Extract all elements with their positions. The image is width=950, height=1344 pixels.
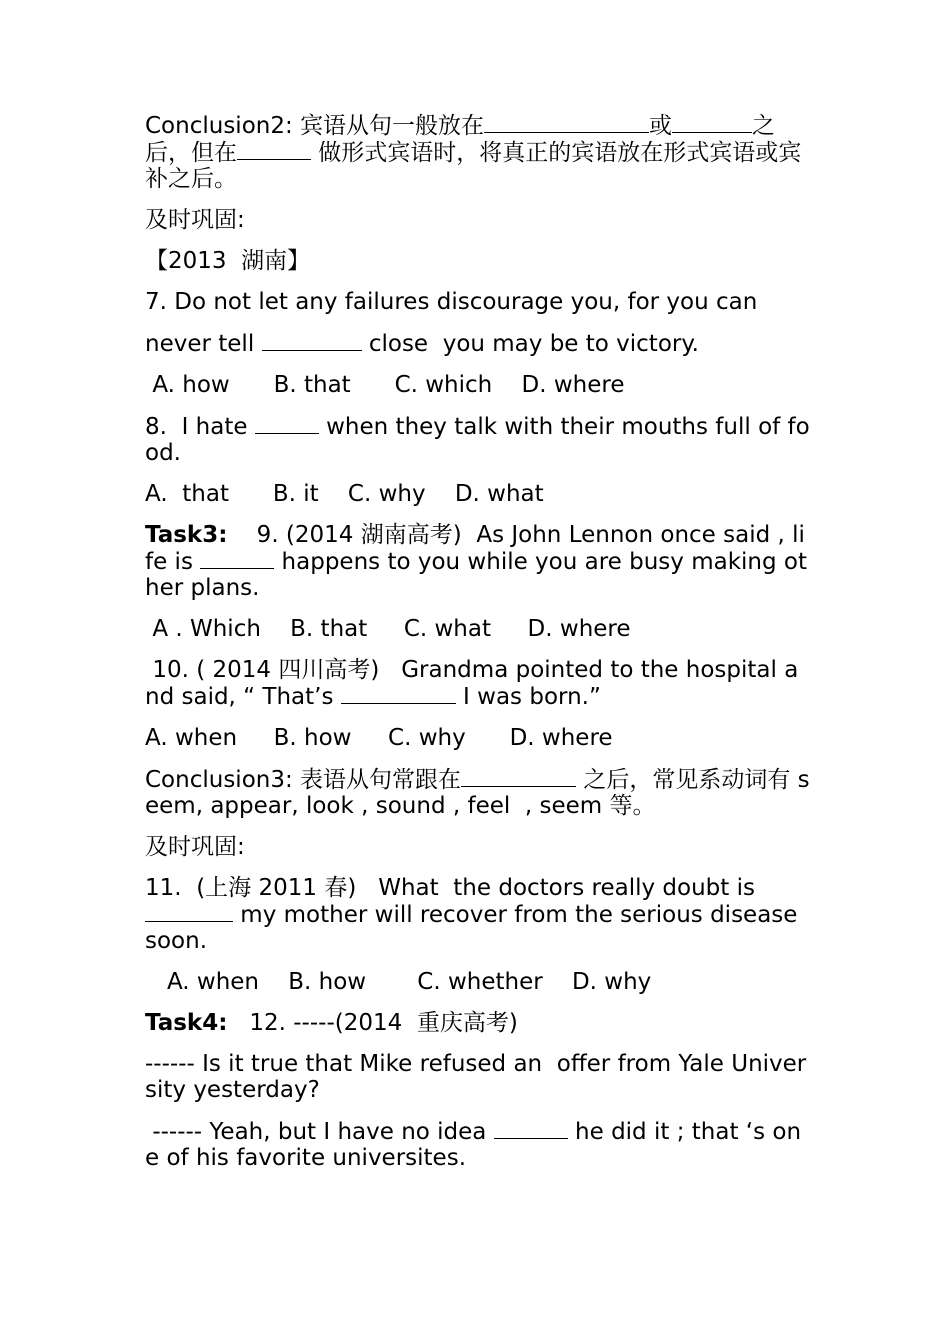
blank-line (672, 112, 752, 133)
task4-header: Task4: 12. -----(2014 重庆高考) (145, 1010, 518, 1036)
blank-line (341, 683, 456, 704)
question-7-line2: never tell close you may be to victory. (145, 331, 699, 357)
blank-line (262, 330, 362, 351)
task4-label: Task4: (145, 1010, 228, 1036)
blank-line (200, 548, 274, 569)
conclusion2-paragraph: Conclusion2: 宾语从句一般放在 或 之后，但在 做形式宾语时，将真正的宾语放在形式宾语或宾补之后。 (145, 113, 802, 192)
question-10: 10. ( 2014 四川高考) Grandma pointed to the hospital and said, “ That’s I was born.” (145, 657, 799, 710)
document-page (145, 112, 810, 1171)
blank-line (145, 901, 233, 922)
review-heading-2: 及时巩固: (145, 834, 245, 860)
task3-label: Task3: (145, 522, 228, 548)
source-label: 【2013 湖南】 (145, 248, 311, 274)
question-12-line1: ------ Is it true that Mike refused an offer from Yale University yesterday? (145, 1051, 807, 1103)
blank-line (494, 1118, 568, 1139)
blank-line (255, 413, 319, 434)
question-7-options: A. how B. that C. which D. where (145, 372, 625, 398)
question-8: 8. I hate when they talk with their mouths full of food. (145, 414, 810, 466)
blank-line (484, 112, 649, 133)
question-11-options: A. when B. how C. whether D. why (145, 969, 652, 995)
question-12-line2: ------ Yeah, but I have no idea he did it ; that ‘s one of his favorite universites. (145, 1119, 802, 1171)
question-9: Task3: 9. (2014 湖南高考) As John Lennon once said , life is happens to you while you are busy making other plans. (145, 522, 808, 601)
blank-line (461, 766, 576, 787)
question-8-options: A. that B. it C. why D. what (145, 481, 544, 507)
conclusion3-paragraph: Conclusion3: 表语从句常跟在 之后，常见系动词有 seem, appear, look , sound , feel , seem 等。 (145, 767, 810, 819)
question-9-options: A . Which B. that C. what D. where (145, 616, 631, 642)
question-7: 7. Do not let any failures discourage you, for you can (145, 289, 758, 315)
question-10-options: A. when B. how C. why D. where (145, 725, 613, 751)
review-heading: 及时巩固: (145, 207, 245, 233)
question-11: 11. (上海 2011 春) What the doctors really doubt is my mother will recover from the serious disease soon. (145, 875, 805, 954)
blank-line (237, 139, 311, 160)
